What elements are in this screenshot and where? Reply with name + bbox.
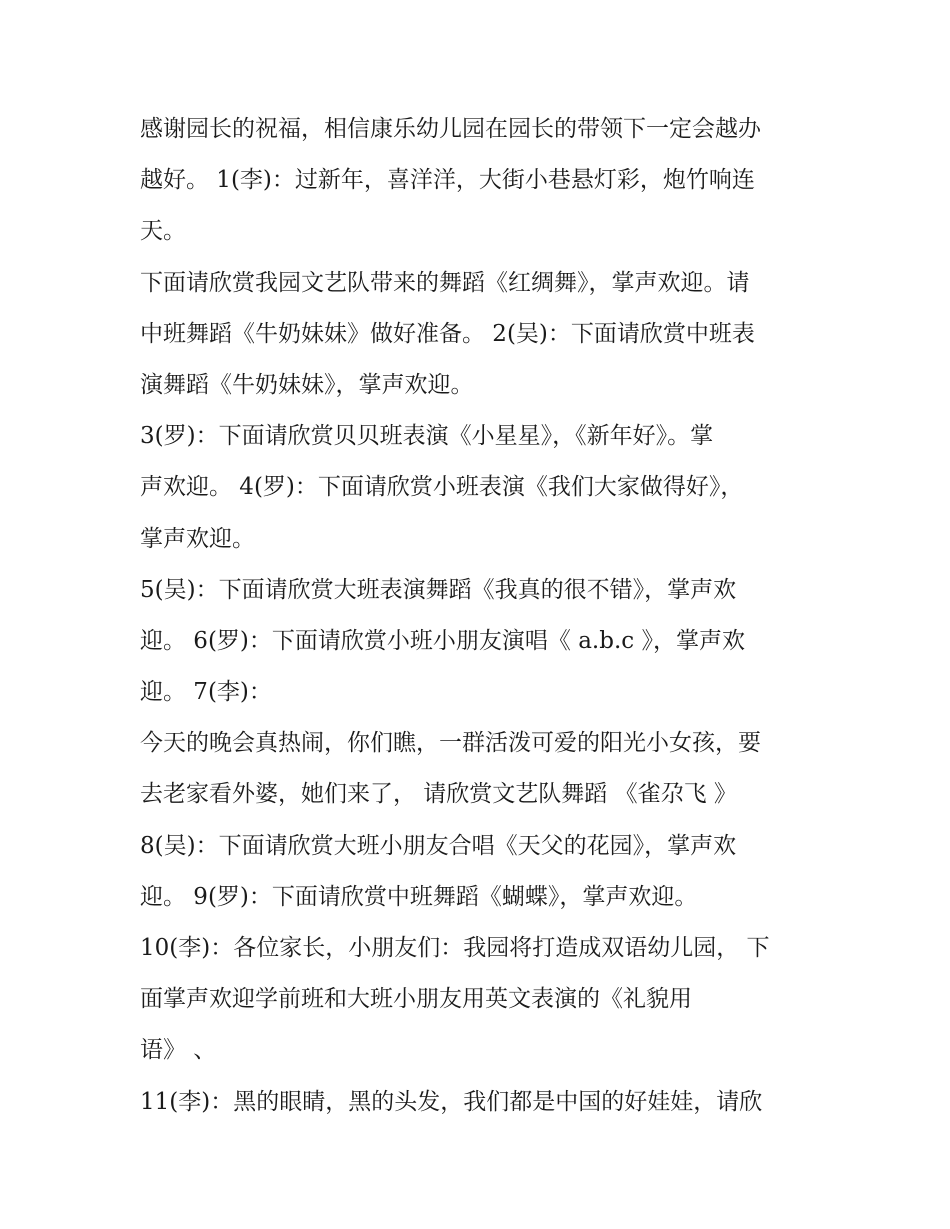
text-line: 下面请欣赏我园文艺队带来的舞蹈《红绸舞》，掌声欢迎。请: [140, 269, 750, 296]
text-line: 面掌声欢迎学前班和大班小朋友用英文表演的《礼貌用: [140, 986, 692, 1013]
document-body: [140, 104, 820, 1128]
text-line: 中班舞蹈《牛奶妹妹》做好准备。 2(吴)：下面请欣赏中班表: [140, 320, 755, 347]
text-line: 迎。 6(罗)：下面请欣赏小班小朋友演唱《 a.b.c 》，掌声欢: [140, 627, 745, 654]
text-line: 迎。 7(李)：: [140, 679, 272, 706]
text-line: 11(李)：黑的眼睛，黑的头发，我们都是中国的好娃娃，请欣: [140, 1088, 763, 1115]
text-line: 10(李)：各位家长，小朋友们：我园将打造成双语幼儿园， 下: [140, 935, 770, 961]
text-line: 8(吴)：下面请欣赏大班小朋友合唱《天父的花园》，掌声欢: [140, 832, 737, 859]
text-line: 迎。 9(罗)：下面请欣赏中班舞蹈《蝴蝶》，掌声欢迎。: [140, 883, 698, 910]
text-line: 演舞蹈《牛奶妹妹》，掌声欢迎。: [140, 371, 474, 398]
text-line: 今天的晚会真热闹，你们瞧，一群活泼可爱的阳光小女孩，要: [140, 730, 761, 757]
text-line: 天。: [140, 218, 186, 245]
text-line: 3(罗)：下面请欣赏贝贝班表演《小星星》，《新年好》。掌: [140, 423, 714, 450]
text-line: 声欢迎。 4(罗)：下面请欣赏小班表演《我们大家做得好》，: [140, 474, 744, 501]
text-line: 感谢园长的祝福，相信康乐幼儿园在园长的带领下一定会越办: [140, 116, 761, 142]
text-line: 5(吴)：下面请欣赏大班表演舞蹈《我真的很不错》，掌声欢: [140, 576, 737, 603]
text-line: 语》 、: [140, 1037, 217, 1064]
text-line: 掌声欢迎。: [140, 525, 255, 552]
text-line: 越好。 1(李)：过新年，喜洋洋，大街小巷悬灯彩，炮竹响连: [140, 167, 755, 194]
text-line: 去老家看外婆，她们来了， 请欣赏文艺队舞蹈 《雀尕飞 》: [140, 781, 737, 808]
